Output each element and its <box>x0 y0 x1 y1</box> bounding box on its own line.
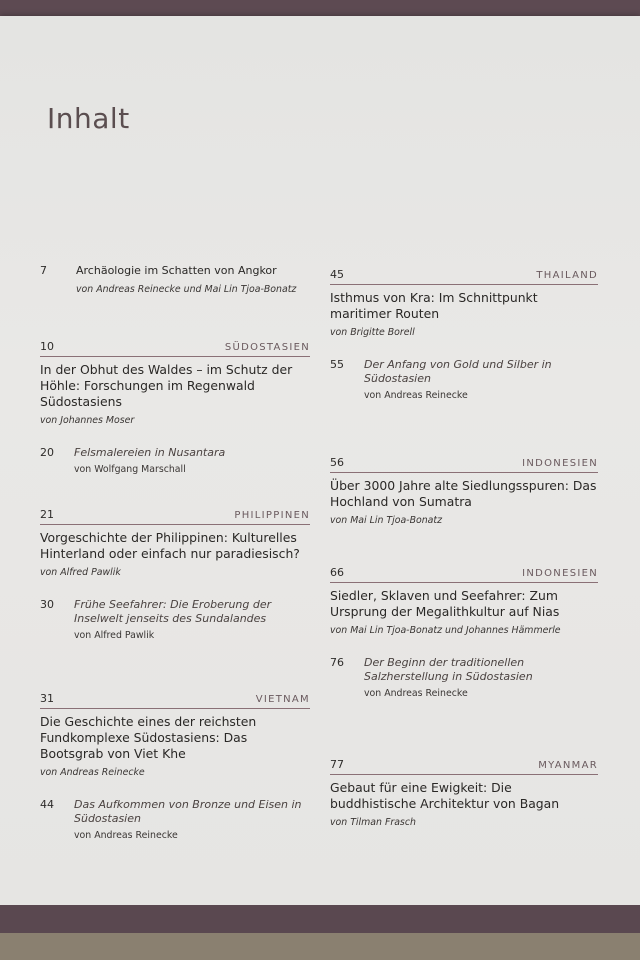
section-author: von Andreas Reinecke <box>40 767 145 778</box>
section-author: von Alfred Pawlik <box>40 567 121 578</box>
toc-section-vietnam <box>40 692 310 841</box>
entry-author: von Andreas Reinecke und Mai Lin Tjoa-Bonatz <box>76 284 297 295</box>
section-title: Vorgeschichte der Philippinen: Kulturelles Hinterland oder einfach nur paradiesisch? <box>40 530 300 561</box>
toc-section-indonesien-sumatra <box>330 456 598 526</box>
section-author: von Mai Lin Tjoa-Bonatz <box>330 515 443 526</box>
entry-page-number: 7 <box>40 264 47 277</box>
section-title: Die Geschichte eines der reichsten Fundkomplexe Südostasiens: Das Bootsgrab von Viet Khe <box>40 714 257 761</box>
section-header <box>40 692 310 709</box>
sub-title: Der Anfang von Gold und Silber in Südostasien <box>364 358 552 385</box>
toc-section-indonesien-nias <box>330 566 598 699</box>
section-page-number: 56 <box>330 456 344 469</box>
section-page-number: 45 <box>330 268 344 281</box>
toc-section-thailand <box>330 268 598 401</box>
sub-entry <box>40 446 310 475</box>
sub-title: Der Beginn der traditionellen Salzherstellung in Südostasien <box>364 656 533 683</box>
page-title: Inhalt <box>47 102 130 135</box>
section-header <box>330 268 598 285</box>
section-title: In der Obhut des Waldes – im Schutz der Höhle: Forschungen im Regenwald Südostasiens <box>40 362 293 409</box>
toc-section-philippinen <box>40 508 310 641</box>
sub-title: Das Aufkommen von Bronze und Eisen in Südostasien <box>74 798 302 825</box>
sub-page-number: 30 <box>40 598 54 611</box>
sub-page-number: 44 <box>40 798 54 811</box>
section-page-number: 66 <box>330 566 344 579</box>
toc-section-sudostasien <box>40 340 310 475</box>
section-author: von Mai Lin Tjoa-Bonatz und Johannes Hämmerle <box>330 625 561 636</box>
section-author: von Brigitte Borell <box>330 327 415 338</box>
section-author: von Tilman Frasch <box>330 817 416 828</box>
section-title: Isthmus von Kra: Im Schnittpunkt maritimer Routen <box>330 290 538 321</box>
entry-title: Archäologie im Schatten von Angkor <box>76 264 277 277</box>
section-page-number: 77 <box>330 758 344 771</box>
sub-author: von Andreas Reinecke <box>364 688 468 699</box>
sub-page-number: 76 <box>330 656 344 669</box>
section-region: PHILIPPINEN <box>234 510 310 521</box>
section-header <box>330 758 598 775</box>
section-header <box>40 508 310 525</box>
section-page-number: 31 <box>40 692 54 705</box>
sub-author: von Alfred Pawlik <box>74 630 155 641</box>
sub-title: Felsmalereien in Nusantara <box>74 446 226 459</box>
section-title: Siedler, Sklaven und Seefahrer: Zum Ursprung der Megalithkultur auf Nias <box>330 588 560 619</box>
section-region: SÜDOSTASIEN <box>224 342 310 353</box>
toc-entry-intro <box>40 264 310 295</box>
section-region: INDONESIEN <box>522 568 598 579</box>
sub-entry <box>330 656 598 699</box>
section-region: THAILAND <box>536 270 598 281</box>
desk-surface <box>0 933 640 960</box>
section-header <box>40 340 310 357</box>
section-region: MYANMAR <box>538 760 598 771</box>
section-author: von Johannes Moser <box>40 415 135 426</box>
sub-page-number: 20 <box>40 446 54 459</box>
sub-entry <box>40 798 310 841</box>
section-header <box>330 566 598 583</box>
section-region: INDONESIEN <box>522 458 598 469</box>
sub-entry <box>330 358 598 401</box>
section-page-number: 21 <box>40 508 54 521</box>
sub-entry <box>40 598 310 641</box>
section-title: Über 3000 Jahre alte Siedlungsspuren: Das Hochland von Sumatra <box>330 478 597 509</box>
sub-author: von Andreas Reinecke <box>74 830 178 841</box>
section-page-number: 10 <box>40 340 54 353</box>
sub-page-number: 55 <box>330 358 344 371</box>
sub-author: von Andreas Reinecke <box>364 390 468 401</box>
section-region: VIETNAM <box>255 694 310 705</box>
toc-section-myanmar <box>330 758 598 828</box>
book-page <box>0 16 640 906</box>
section-header <box>330 456 598 473</box>
sub-author: von Wolfgang Marschall <box>74 464 186 475</box>
section-title: Gebaut für eine Ewigkeit: Die buddhistische Architektur von Bagan <box>330 780 560 811</box>
sub-title: Frühe Seefahrer: Die Eroberung der Inselwelt jenseits des Sundalandes <box>74 598 272 625</box>
